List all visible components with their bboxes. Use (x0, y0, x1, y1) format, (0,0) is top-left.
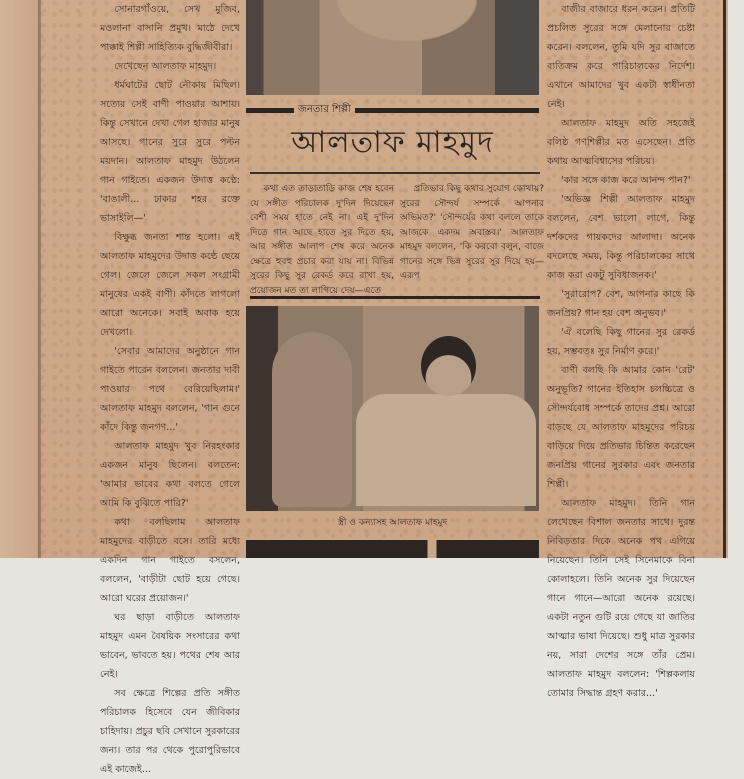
kicker-bar-right (355, 108, 539, 113)
man-figure (346, 336, 536, 506)
bottom-photo-strip (246, 540, 539, 558)
section-rule (250, 296, 540, 299)
paragraph: আলতাফ মাহমুদ। তিনি গান লেখেছেন বিশাল জনতার সাথে। দুরন্ত নিবিড়তার দিকে অনেক পথ এগিয়ে নিয়েছেন। তিনি সেই সিনেমাকে বিনা কোলাহলে। তিনি অনেক সুর দিয়েছেন গানে গানে—আরো অনেক রয়েছে। একটা নতুন গুটি রয়ে গেছে যা জাতির আত্মার ভাষা দিয়েছে। শুধু মাত্র সুরকার নয়, সারা দেশের সঙ্গে তাঁর প্রেম। আলতাফ মাহমুদ বললেন: 'শিল্পকলায় তোমার সিদ্ধান্ত গ্রহণ করার...' (547, 498, 695, 699)
family-photo (246, 306, 539, 511)
paragraph: কথা বলছিলাম আলতাফ মাহমুদের বাড়ীতে বসে। তারি মধ্যে একদিন গান গাইতে বসলেন, বললেন, 'বাড়ীটা ছোট হয়ে গেছে। আরো ঘরের প্রয়োজন।' (100, 517, 240, 604)
paragraph: সোনারগাঁওয়ে, সেখ মুজিব, মওলানা বাসানি প্রমুখ। মাঠে দেখে পাক্কাই শিল্পী সাহিত্যিক বুদ্ধিজীবীরা। (100, 4, 240, 53)
left-text-column (100, 0, 240, 779)
paragraph: 'অভিজ্ঞ শিল্পী আলতাফ মাহমুদ বললেন, বেশ ভালো লাগে, কিন্তু দর্শকদের গায়কদের আলাদা। অনেক বদলেছে সময়, কিন্তু পরিচালকের সাথে কাজ করা একটু সুবিধাজনক।' (547, 194, 695, 281)
right-text-column (547, 0, 695, 703)
woman-figure (272, 332, 352, 507)
middle-right-column (400, 182, 544, 284)
paragraph: বাণী বলছি কি আমার কোন 'রেট' অনুভূতি? গানের ইতিহাস চলচ্চিত্রে ও সৌন্দর্যবোধ সম্পর্কে তাদের প্রশ্ন। আরো বাড়ছে যে আলতাফ মাহমুদের পরিচয় বাড়িয়ে দিয়ে প্রতিভার চিন্তিত করেছেন জনপ্রিয় গানের সুরকার এবং জনতার শিল্পী। (547, 365, 695, 490)
paragraph: প্রতিভার কিছু কথার সুযোগ কোথায়? সুরের সৌন্দর্য সম্পর্কে আপনার অভিমত?' 'সৌন্দর্যের কথা বললে তাকে আজকে একদম অবাস্তব।' আলতাফ মাহমুদ বললেন, 'কি করবো বলুন, বাজে গানের সঙ্গে ভিন্ন সুরের সুর দিয়ে হয়—এরূপ (400, 184, 544, 281)
kicker-bar-left (246, 108, 294, 113)
portrait-photo (246, 0, 539, 95)
page-edge-rule (723, 0, 726, 558)
paragraph: বিক্ষুব্ধ জনতা শান্ত হলো। এই আলতাফ মাহমুদের উদাত্ত কণ্ঠে ছেয়ে গেল। জেলে জেলে সকল সংগ্রামী মানুষের একই বাণী। কাঁদতে লাগলো আরো অনেকে। সবাই অবাক হয়ে দেখলো। (100, 232, 240, 338)
paragraph: ঘর ছাড়া বাড়ীতে আলতাফ মাহমুদ এমন বৈষয়িক সংসারের কথা ভাবেন, ভাবতে হয়। পথের শেষ আর নেই। (100, 612, 240, 680)
paragraph: আলতাফ মাহমুদ খুব নিরহংকার একজন মানুষ ছিলেন। বলতেন: 'আমার ভাবের কথা বলতে গেলে আমি কি বুঝিতে পারি?' (100, 441, 240, 509)
paragraph: 'সুরারোপ? বেশ, আপনার কাছে কি জনপ্রিয়? গান হয় বেশ অনুভব।' (547, 289, 695, 319)
paragraph: 'সেবার আমাদের অনুষ্ঠানে গান গাইতে পারেন বললেন। জনতার দাবী পাওয়ার পথে বেরিয়েছিলাম।' আলতাফ মাহমুদ বললেন, 'গান গুনে কাঁদে কিন্তু জনগণ...' (100, 346, 240, 433)
paragraph: আলতাফ মাহমুদ অতি সহজেই বলিষ্ঠ গণশিল্পীর মত এসেছেন। প্রতি কথায় আত্মবিশ্বাসের পরিচয়। (547, 118, 695, 167)
headline: আলতাফ মাহমুদ (291, 125, 494, 160)
paragraph: দেখেছেন আলতাফ মাহমুদ। (114, 61, 217, 72)
paragraph: সব ক্ষেত্রে শিল্পের প্রতি সঙ্গীত পরিচালক হিসেবে যেন জীবিকার চাহিদায়। প্রচুর ছবি সেখানে সুরকারের জন্য। তার পর থেকে পুরোপুরিভাবে এই কাজেই... (100, 688, 240, 775)
headline-rule (250, 172, 540, 174)
middle-left-column (250, 182, 394, 298)
kicker: জনতার শিল্পী (298, 103, 351, 115)
paragraph: বাজীর বাজারে ধরন করেন। প্রতিটি প্রচলিত সুরের সঙ্গে মেলানোর চেষ্টা করেন। বললেন, তুমি যদি সুর বাজাতে ব্যতিক্রম করে পারিচালকের নির্দেশ। এখানে আমাদের খুব একটা স্বাধীনতা নেই। (547, 4, 695, 110)
kicker-row (246, 104, 539, 116)
paragraph: ধর্মঘাটের ছোট নৌকায় মিছিল। সত্যের সেই বাণী পাওয়ার আশায়। কিন্তু সেখানে দেখা গেল হাজার মানুষ আসছে। গানের সুরে সুরে পল্টন ময়দান। আলতাফ মাহমুদ উঠলেন গান গাইতে। একজন উদাত্ত কণ্ঠে: 'বাঙালী... ঢাকার শহর রক্তে ভাসাইলি—' (100, 80, 240, 224)
photo-caption: স্ত্রী ও কন্যাসহ আলতাফ মাহমুদ (337, 518, 448, 528)
page-spine (0, 0, 39, 558)
spine-shadow (38, 0, 41, 558)
paragraph: 'কার সঙ্গে কাজ করে আনন্দ পান?' (561, 175, 691, 186)
paragraph: 'ঐ বলেছি কিছু গানের সুর রেকর্ড হয়, সম্ভবতঃ সুর নির্মাণ করে।' (547, 327, 695, 357)
paragraph: কথা এত তাড়াতাড়ি কাজ শেষ হবেন যে সঙ্গীত পরিচালক দু'দিন দিয়েছেন বেশী সময় হাতে নেই না। এই দু'দিন দিতে গান আছে হাতে সুর দিতে হয়, আর সঙ্গীত আলাপ শেষ করে অনেক ক্ষেত্রে হুবহু প্রচার করা যায় না। বিভিন্ন সুরের কিছু সুর রেকর্ড করে রাখা হয়, প্রয়োজন মত তা লাগিয়ে দেয়—এতে (250, 184, 394, 296)
